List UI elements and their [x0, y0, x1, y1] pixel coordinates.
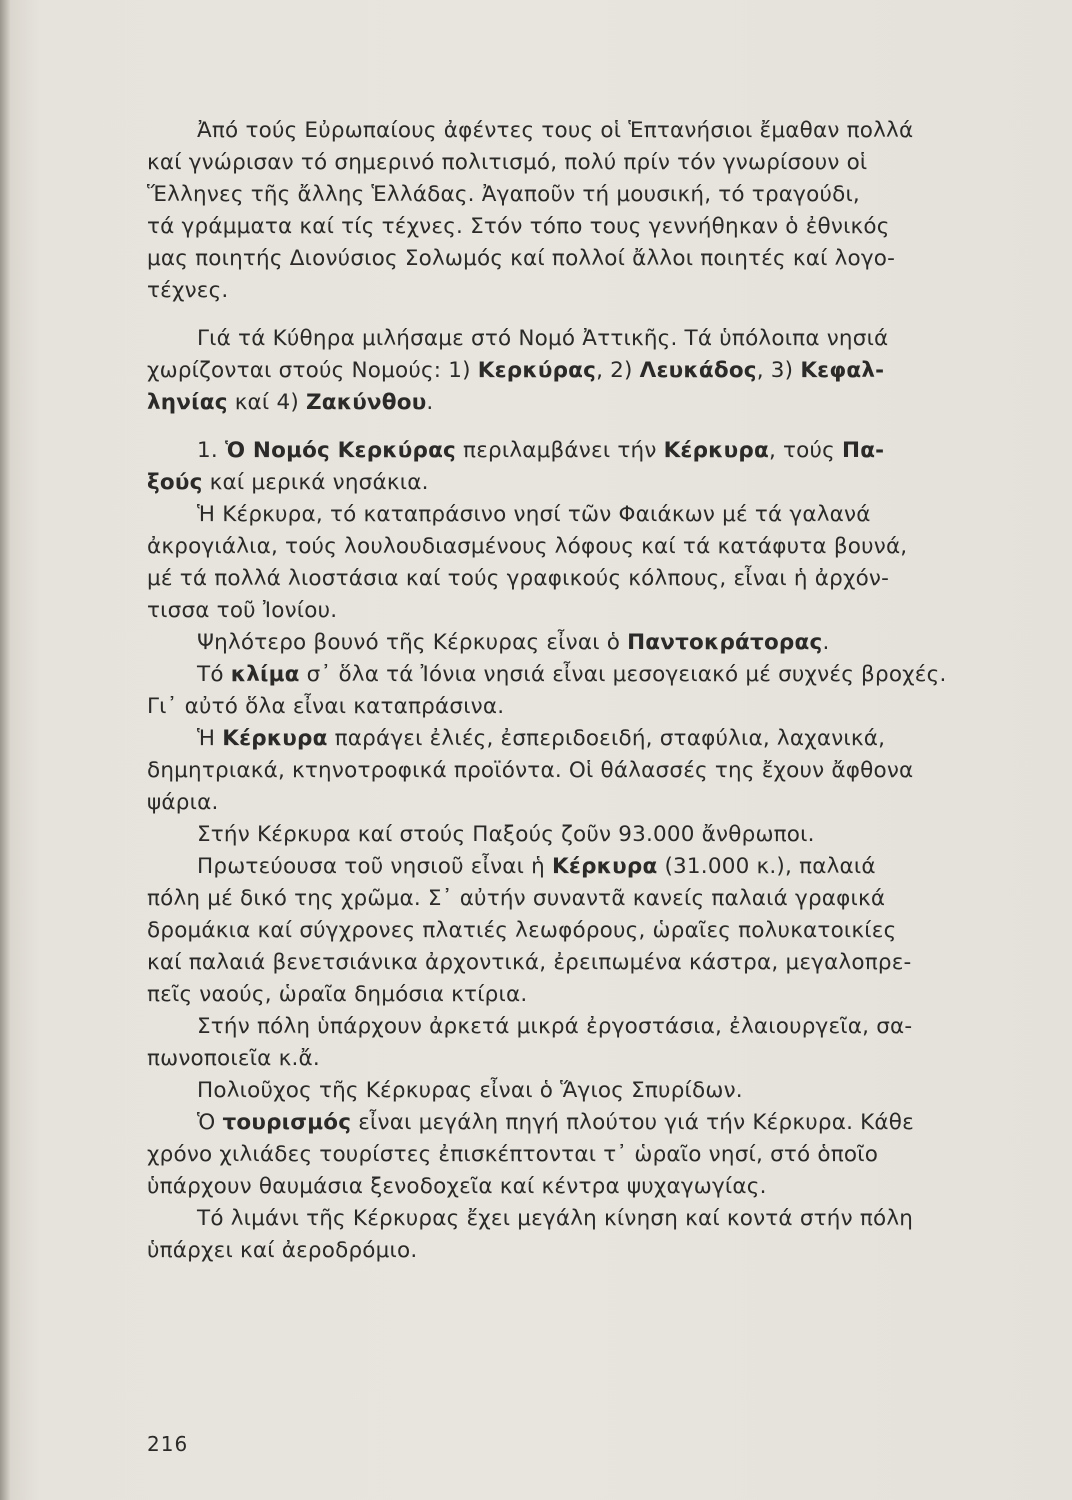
paragraph-kerkyra-prefecture	[147, 435, 1052, 499]
text-line: τέχνες.	[147, 278, 229, 303]
text-run: Πρωτεύουσα τοῦ νησιοῦ εἶναι ἡ	[197, 854, 553, 879]
paragraph-kerkyra-description	[147, 499, 1052, 627]
text-line	[147, 467, 1052, 499]
text-line: τά γράμματα καί τίς τέχνες. Στόν τόπο τους γεννήθηκαν ὁ ἐθνικός	[147, 214, 890, 239]
body-text	[147, 115, 1052, 1267]
bold-term: τουρισμός	[222, 1110, 352, 1135]
text-line	[147, 851, 1052, 883]
paragraph-port-airport	[147, 1203, 1052, 1267]
text-line: χρόνο χιλιάδες τουρίστες ἐπισκέπτονται τ᾽ ὡραῖο νησί, στό ὁποῖο	[147, 1142, 879, 1167]
text-run: περιλαμβάνει τήν	[456, 438, 664, 463]
bold-term: Κερκύρας	[477, 358, 597, 383]
text-line: Ἡ Κέρκυρα, τό καταπράσινο νησί τῶν Φαιάκων μέ τά γαλανά	[197, 502, 871, 527]
text-line: πεῖς ναούς, ὡραῖα δημόσια κτίρια.	[147, 982, 528, 1007]
text-line: τισσα τοῦ Ἰονίου.	[147, 598, 338, 623]
text-run: καί 4)	[227, 390, 306, 415]
text-run: , τούς	[768, 438, 842, 463]
text-run: , 2)	[596, 358, 640, 383]
text-line: καί γνώρισαν τό σημερινό πολιτισμό, πολύ πρίν τόν γνωρίσουν οἱ	[147, 150, 868, 175]
bold-term: Πα-	[842, 438, 885, 463]
paragraph-factories	[147, 1011, 1052, 1075]
bold-term: ξούς	[147, 470, 203, 495]
text-line: Στήν Κέρκυρα καί στούς Παξούς ζοῦν 93.000 ἄνθρωποι.	[197, 822, 815, 847]
text-line: καί παλαιά βενετσιάνικα ἀρχοντικά, ἐρειπωμένα κάστρα, μεγαλοπρε-	[147, 950, 912, 975]
text-line: μέ τά πολλά λιοστάσια καί τούς γραφικούς κόλπους, εἶναι ἡ ἀρχόν-	[147, 566, 890, 591]
paragraph-population	[147, 819, 1052, 851]
text-run: παράγει ἐλιές, ἐσπεριδοειδή, σταφύλια, λαχανικά,	[327, 726, 886, 751]
text-run: Ἡ	[197, 726, 223, 751]
bold-term: Κέρκυρα	[663, 438, 769, 463]
text-run: σ᾽ ὅλα τά Ἰόνια νησιά εἶναι μεσογειακό μέ συχνές βροχές.	[299, 662, 947, 687]
paragraph-climate	[147, 659, 1052, 723]
text-line: ὑπάρχουν θαυμάσια ξενοδοχεῖα καί κέντρα ψυχαγωγίας.	[147, 1174, 767, 1199]
text-line	[147, 355, 1052, 387]
text-line: Τό λιμάνι τῆς Κέρκυρας ἔχει μεγάλη κίνηση καί κοντά στήν πόλη	[197, 1206, 914, 1231]
bold-term: Λευκάδος	[639, 358, 757, 383]
text-line	[147, 627, 1052, 659]
text-line: πωνοποιεῖα κ.ἄ.	[147, 1046, 320, 1071]
bold-term: ληνίας	[147, 390, 228, 415]
bold-term: Ζακύνθου	[305, 390, 427, 415]
bold-term: κλίμα	[230, 662, 300, 687]
text-line: Στήν πόλη ὑπάρχουν ἀρκετά μικρά ἐργοστάσια, ἐλαιουργεῖα, σα-	[197, 1014, 913, 1039]
text-line	[147, 435, 1052, 467]
text-line: Πολιοῦχος τῆς Κέρκυρας εἶναι ὁ Ἅγιος Σπυρίδων.	[197, 1078, 743, 1103]
bold-term: Παντοκράτορας	[627, 630, 823, 655]
text-run: .	[426, 390, 434, 415]
text-line: ἀκρογιάλια, τούς λουλουδιασμένους λόφους καί τά κατάφυτα βουνά,	[147, 534, 908, 559]
text-line: ψάρια.	[147, 790, 219, 815]
bold-term: Κέρκυρα	[552, 854, 658, 879]
text-line: Ἀπό τούς Εὐρωπαίους ἀφέντες τους οἱ Ἑπτανήσιοι ἔμαθαν πολλά	[197, 118, 914, 143]
text-run: εἶναι μεγάλη πηγή πλούτου γιά τήν Κέρκυρα. Κάθε	[351, 1110, 914, 1135]
text-run: Ψηλότερο βουνό τῆς Κέρκυρας εἶναι ὁ	[197, 630, 628, 655]
page-number: 216	[147, 1432, 189, 1456]
text-run: , 3)	[756, 358, 801, 383]
text-run: Τό	[197, 662, 231, 687]
text-line	[147, 1107, 1052, 1139]
paragraph-products	[147, 723, 1052, 819]
text-line: Ἕλληνες τῆς ἄλλης Ἑλλάδας. Ἀγαποῦν τή μουσική, τό τραγούδι,	[147, 182, 860, 207]
text-run: (31.000 κ.), παλαιά	[657, 854, 876, 879]
text-line	[147, 659, 1052, 691]
text-line: δρομάκια καί σύγχρονες πλατιές λεωφόρους, ὡραῖες πολυκατοικίες	[147, 918, 897, 943]
paragraph-highest-mountain	[147, 627, 1052, 659]
text-line: Γι᾽ αὐτό ὅλα εἶναι καταπράσινα.	[147, 694, 505, 719]
text-line	[147, 723, 1052, 755]
bold-term: Ὁ Νομός Κερκύρας	[224, 438, 457, 463]
text-line: Γιά τά Κύθηρα μιλήσαμε στό Νομό Ἀττικῆς. Τά ὑπόλοιπα νησιά	[197, 326, 889, 351]
paragraph-ionians-culture	[147, 115, 1052, 307]
text-line: ὑπάρχει καί ἀεροδρόμιο.	[147, 1238, 418, 1263]
list-number: 1.	[197, 438, 225, 463]
text-line: πόλη μέ δικό της χρῶμα. Σ᾽ αὐτήν συναντᾶ κανείς παλαιά γραφικά	[147, 886, 886, 911]
text-run: .	[822, 630, 830, 655]
text-line	[147, 387, 1052, 419]
paragraph-tourism	[147, 1107, 1052, 1203]
bold-term: Κεφαλ-	[800, 358, 885, 383]
page-shadow-edge	[0, 0, 10, 1500]
text-run: καί μερικά νησάκια.	[202, 470, 429, 495]
text-line: δημητριακά, κτηνοτροφικά προϊόντα. Οἱ θάλασσές της ἔχουν ἄφθονα	[147, 758, 914, 783]
bold-term: Κέρκυρα	[222, 726, 328, 751]
paragraph-prefectures	[147, 323, 1052, 419]
paragraph-patron-saint	[147, 1075, 1052, 1107]
text-run: χωρίζονται στούς Νομούς: 1)	[147, 358, 478, 383]
paragraph-capital	[147, 851, 1052, 1011]
text-run: Ὁ	[197, 1110, 223, 1135]
text-line: μας ποιητής Διονύσιος Σολωμός καί πολλοί ἄλλοι ποιητές καί λογο-	[147, 246, 896, 271]
